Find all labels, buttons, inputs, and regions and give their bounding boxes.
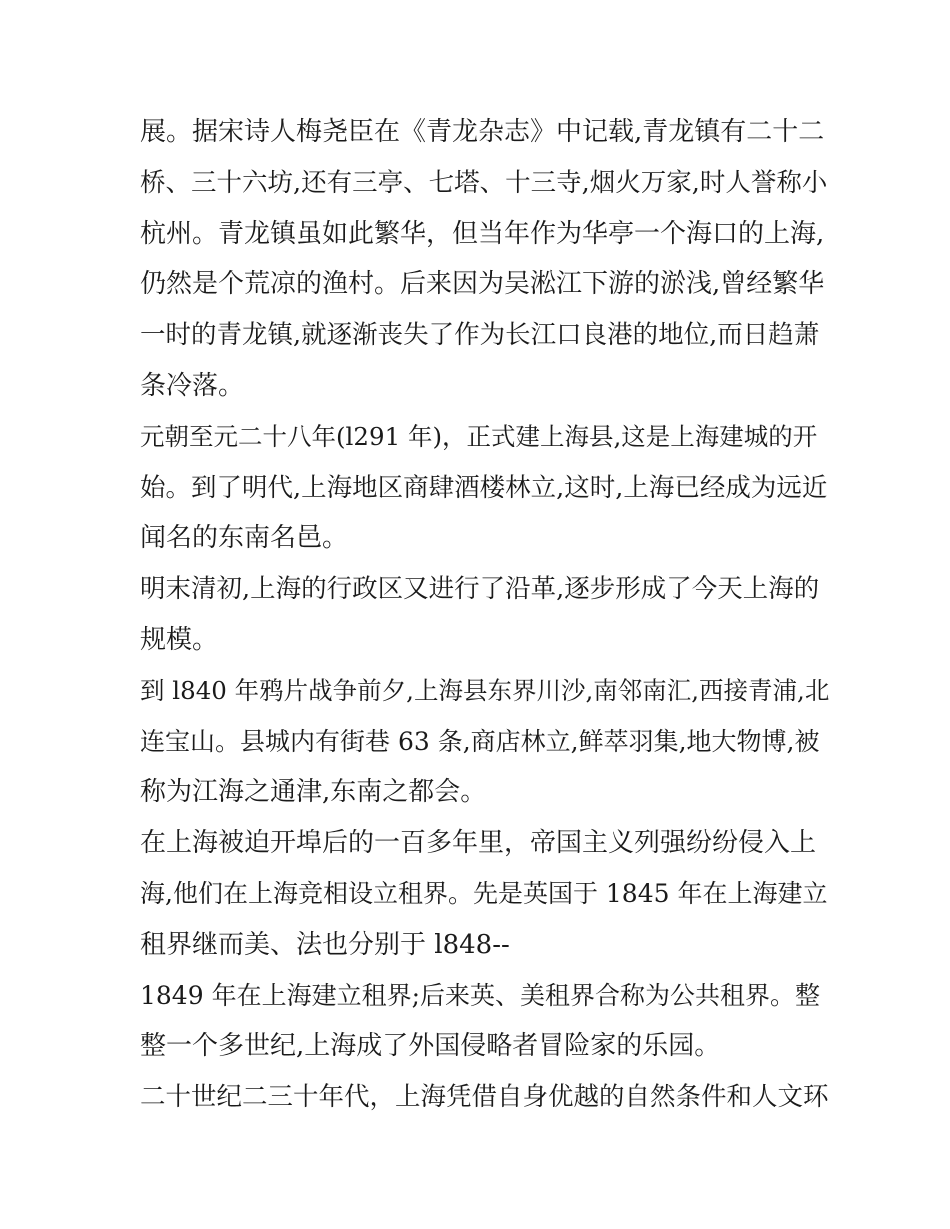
text-line: 始。到了明代,上海地区商肆酒楼林立,这时,上海已经成为远近 bbox=[140, 472, 828, 503]
text-line: 整一个多世纪,上海成了外国侵略者冒险家的乐园。 bbox=[140, 1031, 721, 1062]
text-line: 桥、三十六坊,还有三亭、七塔、十三寺,烟火万家,时人誉称小 bbox=[140, 167, 828, 198]
text-line: 称为江海之通津,东南之都会。 bbox=[140, 777, 487, 808]
text-line: 租界继而美、法也分别于 l848-- bbox=[140, 929, 510, 960]
text-line: 二十世纪二三十年代，上海凭借自身优越的自然条件和人文环 bbox=[140, 1082, 829, 1113]
text-line: 海,他们在上海竞相设立租界。先是英国于 1845 年在上海建立 bbox=[140, 878, 828, 908]
text-line: 杭州。青龙镇虽如此繁华，但当年作为华亭一个海口的上海, bbox=[140, 218, 825, 249]
text-line: 闻名的东南名邑。 bbox=[140, 523, 349, 554]
document-body bbox=[140, 107, 830, 1123]
text-line: 规模。 bbox=[140, 624, 219, 655]
text-line: 明末清初,上海的行政区又进行了沿革,逐步形成了今天上海的 bbox=[140, 574, 820, 605]
text-line: 仍然是个荒凉的渔村。后来因为吴淞江下游的淤浅,曾经繁华 bbox=[140, 269, 825, 300]
text-line: 展。据宋诗人梅尧臣在《青龙杂志》中记载,青龙镇有二十二 bbox=[140, 117, 825, 147]
text-line: 连宝山。县城内有街巷 63 条,商店林立,鲜萃羽集,地大物博,被 bbox=[140, 726, 820, 756]
text-line: 元朝至元二十八年(l291 年)，正式建上海县,这是上海建城的开 bbox=[140, 421, 818, 451]
text-line: 到 l840 年鸦片战争前夕,上海县东界川沙,南邻南汇,西接青浦,北 bbox=[140, 675, 830, 705]
text-line: 1849 年在上海建立租界;后来英、美租界合称为公共租界。整 bbox=[140, 980, 820, 1010]
text-line: 一时的青龙镇,就逐渐丧失了作为长江口良港的地位,而日趋萧 bbox=[140, 320, 820, 351]
text-line: 条冷落。 bbox=[140, 370, 245, 401]
text-line: 在上海被迫开埠后的一百多年里，帝国主义列强纷纷侵入上 bbox=[140, 828, 817, 859]
